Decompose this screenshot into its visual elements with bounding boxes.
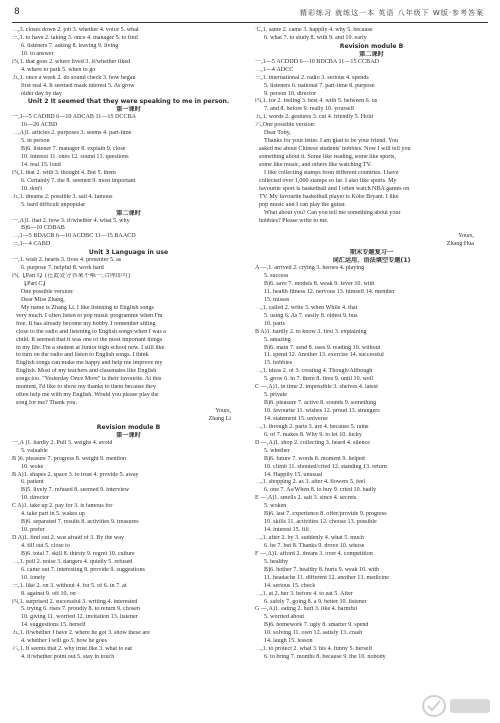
answer-line: 期末专题复习一: [349, 249, 394, 257]
answer-line: 二,3. closes down 2. job 3. whether 4. voice 5. what: [12, 27, 139, 33]
answer-line: B )6. pleasure 7. progress 8. weight 9. mention: [12, 455, 127, 462]
answer-line: B)6. separated 7. results 8. activities 9. treasures: [21, 519, 139, 526]
answer-line: 5. whether: [264, 447, 290, 454]
answer-line: B A)1. shapes 2. space 3. to trust 4. provide 5. away: [12, 471, 139, 478]
answer-line: something about it. Some like reading, some like sports,: [259, 154, 396, 160]
answer-line: favourite sport is basketball and I often watch NBA games on: [259, 185, 410, 192]
answer-line: 5. success: [264, 273, 289, 280]
answer-line: 10. favourite 11. wishes 12. proud 13. strangers: [264, 408, 380, 414]
answer-columns: [12, 27, 488, 662]
answer-line: B A)1. hardly 2. to know 3. first 3. explaining: [255, 328, 367, 335]
answer-line: 5. amazing: [264, 336, 291, 343]
answer-line: 二,1. through 2. parts 3. are 4. because 5. rains: [255, 423, 369, 430]
answer-line: 六,One possible version:: [255, 122, 316, 129]
answer-line: 10. interest 11. ones 12. sound 13. questions: [21, 154, 129, 160]
answer-line: 二,A)1. articles 2. purposes 3. seems 4. part-time: [12, 130, 132, 137]
answer-line: B)6. total 7. skill 8. thirsty 9. regret 10. culture: [21, 550, 135, 557]
answer-line: 6. Certainly 7. the 8. seemed 9. most important: [21, 177, 136, 184]
page-number: 8: [14, 7, 20, 17]
answer-line: 【Part C】: [21, 281, 49, 287]
answer-line: B)6—10 CDBAB: [21, 225, 65, 232]
answer-line: collected over 1,000 stamps so far. I also like sports. My: [259, 177, 397, 184]
answer-line: songs too. "Yesterday Once More" is their favourite. At this: [16, 376, 162, 383]
answer-line: 10. parts: [264, 320, 285, 327]
answer-line: 词汇运用、语法填空专题(1): [332, 257, 411, 265]
answer-line: 二,1. shopping 2. as 3. after 4. flowers 5. feel: [255, 479, 366, 486]
answer-line: asked me about Chinese students' hobbies. Now I will tell you: [259, 146, 411, 153]
answer-line: 一,1. wish 2. hearts 3. lives 4. presenter 5. as: [12, 257, 122, 264]
answer-line: 5. healthy: [264, 558, 289, 565]
answer-line: some like music, and others like watching TV.: [259, 161, 372, 168]
answer-line: 6. to bring 7. months 8. because 9. the 10. nobody: [264, 654, 386, 661]
answer-line: 6. came out 7. interesting 8. provide 9. suggestions: [21, 566, 145, 573]
answer-line: 第一课时: [116, 431, 141, 439]
answer-line: 11. health fitness 12. nervous 13. himself 14. member: [264, 288, 395, 295]
answer-line: 五,1. words 2. gestures 3. cut 4. friendly 5. Hold: [255, 114, 373, 121]
answer-line: [255, 225, 488, 233]
answer-line: 三,1—4 CABD: [12, 241, 51, 248]
answer-line: 14. Happily 15. unusual: [264, 471, 323, 478]
answer-line: 9. person 10. director: [264, 90, 316, 97]
answer-line: 四,1. for 2. feeling 3. best 4. with 5. between 6. us: [255, 98, 378, 105]
answer-line: 第二课时: [359, 50, 384, 58]
answer-line: 15. hobbies: [264, 360, 293, 367]
answer-line: TV. My favourite basketball player is Kobe Bryant. I like: [259, 193, 399, 200]
answer-line: 5. woken: [264, 503, 287, 510]
answer-line: Unit 3 Language in use: [88, 249, 169, 257]
answer-line: 10. prefer: [21, 527, 45, 534]
answer-line: 三,1. international 2. radio 3. serious 4. spends: [255, 74, 369, 81]
answer-line: English songs can make me happy and help me improve my: [16, 360, 163, 367]
answer-line: B)6. homework 7. ugly 8. smarter 9. spend: [264, 622, 369, 629]
answer-line: F —,A)1. afford 2. dream 3. over 4. competition: [255, 550, 373, 557]
answer-line: 14. interest 15. fill: [264, 527, 309, 534]
answer-line: 6. listeners 7. asking 8. leaving 9. living: [21, 42, 119, 49]
watermark-logo: [420, 693, 494, 719]
answer-line: B)6. save 7. models 8. weak 9. fever 10. with: [264, 281, 375, 287]
answer-line: 11. spend 12. Another 13. exercise 14. successful: [264, 352, 384, 359]
answer-line: 5. valuable: [21, 447, 48, 454]
answer-line: 一,A )1. hardly 2. Pull 3. weighs 4. avoid: [12, 439, 113, 446]
answer-line: 16—20 ACBD: [21, 122, 58, 129]
answer-line: 6. safely 7. going 8. a 9. better 10. listener: [264, 598, 367, 605]
answer-line: to turn on the radio and listen to English songs. I think: [16, 352, 149, 359]
answer-line: 二,1—5 BDACB 6—10 ACDBC 11—15 BAACD: [12, 233, 136, 240]
answer-line: 第二课时: [116, 209, 141, 217]
answer-line: What about you? Can you tell me something about your: [264, 209, 401, 216]
answer-line: 5. grow 6. in 7. them 8. fires 9. until 10. well: [264, 376, 374, 383]
answer-line: My name is Zhang Li. I like listening to English songs: [21, 304, 154, 311]
answer-line: in my life. I'm a student at Junior high school now. I still like: [16, 344, 165, 351]
header-title: 精彩练习 就练这一本 英语 八年级下 W版·参考答案: [299, 9, 484, 17]
answer-line: 二,1. poll 2. noise 3. dangers 4. quietly 5. refused: [12, 558, 133, 565]
left-column: [12, 27, 245, 662]
answer-line: E —,A)1. smells 2. salt 3. since 4. secrets: [255, 495, 357, 502]
answer-line: 一,1—5 ACDDD 6—10 BDCBA 11—15 CCBAD: [255, 58, 380, 65]
answer-line: 三,1. to have 2. taking 3. once 4. manager 5. to find: [12, 34, 138, 41]
answer-line: 10. lonely: [21, 574, 46, 581]
answer-line: 15. misses: [264, 296, 290, 303]
answer-line: hobbies? Please write to me.: [259, 217, 329, 224]
answer-line: 二,1. at 2. her 3. before 4. to eat 5. After: [255, 590, 353, 597]
answer-line: Zhang Li: [208, 415, 231, 422]
answer-line: 14. suggestions 15. herself: [21, 622, 86, 629]
answer-line: C —,A)1. in time 2. impossible 3. shelves 4. latest: [255, 384, 378, 391]
answer-line: 三,1. like 2. on 3. without 4. for 5. of 6. in 7. at: [12, 582, 127, 589]
answer-line: D A)1. find out 2. was afraid of 3. By the way: [12, 535, 125, 541]
answer-line: pop music and I can play the guitar.: [259, 201, 346, 208]
answer-line: 二,1. to protect 2. what 3. his 4. funny 5. herself: [255, 646, 373, 653]
answer-line: B)6. main 7. send 8. uses 9. reading 10. without: [264, 344, 381, 351]
answer-line: 七,1. same 2. came 3. happily 4. why 5. because: [255, 27, 373, 33]
answer-line: 14. laugh 15. lesson: [264, 638, 313, 645]
answer-line: older day by day: [21, 90, 62, 97]
right-column: [255, 27, 488, 662]
answer-line: 11. headache 11. different 12. another 13. medicine: [264, 574, 389, 581]
answer-line: Dear Tony,: [264, 130, 291, 137]
answer-line: Unit 2 It seemed that they were speaking to me in person.: [27, 98, 230, 106]
answer-line: Zhang Hua: [446, 241, 474, 248]
answer-line: 五,1. once a week 2. do sound check 3. how began: [12, 74, 136, 81]
answer-line: 14. statement 15. universe: [264, 415, 328, 422]
answer-line: A —,1. arrived 2. crying 3. heroes 4. playing: [255, 265, 365, 272]
answer-line: Revision module B: [96, 423, 161, 431]
answer-line: 10. climb 11. shouted/cried 12. standing 13. return: [264, 463, 387, 470]
answer-line: 五,1. dreams 2. possible 3. sail 4. famous: [12, 193, 113, 200]
answer-line: 4. where to park 5. when to go: [21, 66, 96, 73]
answer-line: 6. what 7. to study 8. with 9. and 10. early: [264, 34, 367, 41]
answer-line: Thanks for your letter. I am glad to be your friend. You: [264, 138, 399, 145]
answer-line: 5. using 6. As 7. easily 8. oldest 9. bus: [264, 312, 358, 319]
answer-line: 二,1. ideas 2. of 3. creating 4. Though/Although: [255, 368, 373, 375]
answer-line: B)6. pleasure 7. active 8. sounds 9. something: [264, 400, 377, 407]
answer-line: 5. in person: [21, 138, 50, 145]
answer-line: 一,A)1. that 2. how 3. if/whether 4. what 5. why: [12, 217, 130, 224]
answer-line: G —,A)1. eating 2. hurt 3. like 4. harmful: [255, 606, 358, 613]
answer-line: 一,1—5 CADBD 6—10 ADCAB 11—15 DCCBA: [12, 114, 137, 121]
answer-line: 10. woke: [21, 463, 44, 470]
answer-line: B)6. listener 7. manager 8. explain 9. close: [21, 146, 126, 153]
answer-line: 6. purpose 7. helpful 8. work hard: [21, 265, 104, 272]
answer-line: 五,1. if/whether I have 2. where he got 3. show these are: [12, 630, 150, 637]
answer-line: first real 4. It seemed mask interest 5. As grow: [21, 82, 135, 89]
answer-line: 6. of 7. makes 8. Why 9. to let 10. lucky: [264, 431, 362, 438]
answer-line: 四,1. that 2. with 3. thought 4. But 5. them: [12, 169, 116, 176]
answer-line: 14. real 15. loud: [21, 161, 61, 168]
answer-line: very much. I often listen to pop music programme when I'm: [16, 312, 163, 319]
answer-line: 10. giving 11. worried 12. invitation 13. listener: [21, 614, 138, 621]
answer-line: 5. private: [264, 392, 288, 399]
answer-line: 5. worried about: [264, 614, 305, 621]
answer-line: B)6. bother 7. healthy 8. hurts 9. weak 10. with: [264, 566, 380, 573]
answer-line: 8. against 9. off 10. on: [21, 590, 76, 597]
answer-line: 10. don't: [21, 185, 43, 192]
answer-line: 10. solving 11. own 12. satisfy 13. crash: [264, 630, 363, 637]
answer-line: 二,1. called 2. write 3. when While 4. that: [255, 304, 358, 311]
page-header: [12, 6, 488, 23]
answer-line: B)6. last 7. experience 8. offer/provide 9. progress: [264, 511, 387, 518]
answer-line: 4. whether I will go 5. how he goes: [21, 638, 107, 645]
answer-line: 14. serious 15. check: [264, 582, 316, 589]
answer-line: One possible version:: [21, 288, 74, 295]
answer-line: B)5. lively 7. refused 8. seemed 9. interview: [21, 487, 130, 494]
answer-line: 4. if/whether point out 5. stay in touch: [21, 654, 115, 661]
answer-line: close to the radio and listening to English songs when I was a: [16, 328, 166, 335]
answer-line: Revision module B: [339, 42, 404, 50]
answer-line: 二,1—4 ADCC: [255, 66, 294, 73]
answer-line: 4. fill out 5. close to: [21, 542, 70, 549]
answer-line: 10. director: [21, 495, 50, 502]
answer-line: song for me? Thank you.: [16, 400, 77, 407]
answer-line: 4. take part in 5. wakes up: [21, 511, 85, 518]
answer-line: 二,1. after 2. by 3. suddenly 4. what 5. much: [255, 535, 364, 541]
answer-line: often help me with my English. Would you please play the: [16, 392, 159, 399]
answer-line: child. It seemed that it was one of the most important things: [16, 336, 163, 343]
answer-line: Dear Miss Zhang,: [21, 296, 65, 303]
answer-line: 10. to answer: [21, 50, 54, 57]
answer-line: 6. one 7. As/When 8. to buy 9. cried 10. badly: [264, 487, 377, 494]
answer-line: D —,A)1. shop 2. collecting 3. heard 4. silence: [255, 439, 370, 446]
answer-line: 六,1. It seems that 2. why trust like 3. what to eat: [12, 646, 132, 653]
answer-line: 四,1. that goes 2. where lived 3. if/whether liked: [12, 58, 131, 65]
answer-line: English. Most of my teachers and classmates like English: [16, 368, 157, 375]
answer-line: 7. and 8. before 9. really 10. yourself: [264, 106, 355, 113]
answer-line: 6. patient: [21, 479, 44, 486]
answer-line: 5. trying 6. rises 7. proudly 8. to return 9. chosen: [21, 606, 140, 613]
answer-line: 四,【Part I】(在此处分答案不唯一,合理即可): [12, 273, 130, 280]
answer-line: Yours,: [215, 408, 231, 414]
answer-line: moment, I'd like to show my thanks to them because they: [16, 384, 157, 391]
answer-line: 5. hard difficult unpopular: [21, 201, 86, 208]
answer-line: free. It has already become my hobby. I remember sitting: [16, 320, 156, 327]
answer-line: B)6. future 7. words 8. moment 9. helped: [264, 455, 365, 462]
answer-line: C A)1. take up 2. pay for 3. is famous for: [12, 503, 113, 510]
answer-line: 四,1. surprised 2. successful 3. writing 4. interested: [12, 598, 138, 605]
answer-line: 第一课时: [116, 106, 141, 114]
answer-line: Yours,: [458, 233, 474, 240]
answer-line: I like collecting stamps from different countries. I have: [264, 169, 399, 176]
answer-line: 6. be 7. but 8. Thanks 9. drove 10. whose: [264, 542, 365, 549]
answer-line: 10. skills 11. activities 12. choose 13. possible: [264, 519, 377, 526]
answer-line: 5. listeners 6. national 7. part-time 8. purpose: [264, 82, 375, 89]
